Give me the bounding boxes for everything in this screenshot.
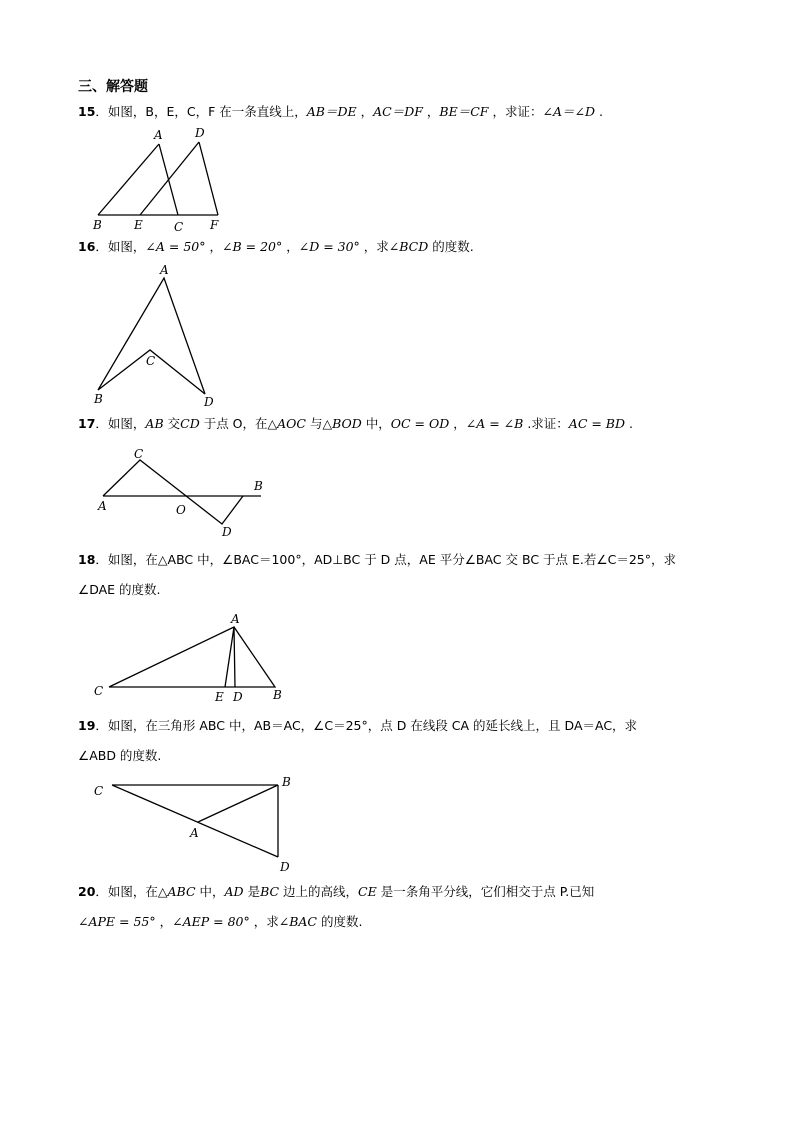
- segment-ab: [198, 785, 278, 822]
- question-text: ，求: [249, 914, 279, 929]
- question-text: 于点 O，在: [199, 416, 268, 431]
- math-expression: AD: [224, 884, 244, 899]
- figure-15: [88, 125, 238, 235]
- math-expression: ∠A＝∠D: [542, 104, 595, 119]
- question-text: 的度数.: [316, 914, 363, 929]
- math-expression: △ABC: [157, 884, 196, 899]
- point-label-o: O: [176, 503, 186, 517]
- point-label-d: D: [195, 126, 205, 140]
- question-19-line2: [78, 747, 161, 765]
- punctuation: ，: [282, 239, 299, 254]
- math-expression: BE＝CF: [439, 104, 489, 119]
- section-title: 三、解答题: [78, 79, 148, 95]
- point-label-b: B: [273, 688, 282, 702]
- question-text: ．如图，在△ABC 中，∠BAC＝100°，AD⊥BC 于 D 点，AE 平分∠BAC 交 BC 于点 E.若∠C＝25°，求: [95, 552, 676, 567]
- question-text: ，求: [359, 239, 389, 254]
- question-text: 的度数.: [428, 239, 474, 254]
- point-label-b: B: [254, 479, 263, 493]
- math-expression: AC＝DF: [373, 104, 423, 119]
- math-expression: ∠BCD: [388, 239, 429, 254]
- question-18-line2: [78, 581, 161, 599]
- question-20-line2: [78, 913, 362, 931]
- question-text: ．如图，在三角形 ABC 中，AB＝AC，∠C＝25°，点 D 在线段 CA 的延长线上，且 DA＝AC，求: [95, 718, 638, 733]
- question-text: ．如图，: [95, 239, 146, 254]
- outer-sides: [98, 278, 205, 394]
- question-number: 16: [78, 239, 96, 254]
- point-label-c: C: [134, 447, 144, 461]
- segment-df: [199, 142, 218, 215]
- punctuation: ，: [449, 416, 466, 431]
- math-expression: AB＝DE: [306, 104, 357, 119]
- question-text: ．如图，在: [95, 884, 158, 899]
- math-expression: ∠AEP = 80°: [172, 914, 250, 929]
- math-expression: CE: [358, 884, 377, 899]
- segment-ab: [98, 144, 159, 215]
- segment-ae: [225, 627, 234, 687]
- question-number: 19: [78, 718, 96, 733]
- question-15: [78, 103, 603, 121]
- math-expression: OC = OD: [390, 416, 450, 431]
- triangle-abc: [109, 627, 275, 687]
- question-text: 中，: [195, 884, 225, 899]
- point-label-c: C: [94, 684, 104, 698]
- point-label-d: D: [204, 395, 214, 409]
- point-label-a: A: [154, 128, 163, 142]
- point-label-c: C: [146, 354, 156, 368]
- math-expression: ∠B = 20°: [221, 239, 283, 254]
- question-number: 18: [78, 552, 96, 567]
- point-label-a: A: [231, 612, 240, 626]
- question-text: ．如图，B，E，C，F 在一条直线上，: [95, 104, 307, 119]
- question-text: 是一条角平分线，它们相交于点 P.已知: [376, 884, 595, 899]
- question-text: 是: [243, 884, 261, 899]
- point-label-a: A: [190, 826, 199, 840]
- point-label-a: A: [98, 499, 107, 513]
- question-16: [78, 238, 474, 256]
- question-19: [78, 717, 637, 735]
- point-label-e: E: [215, 690, 224, 704]
- figure-18: [88, 610, 303, 705]
- punctuation: ，: [205, 239, 222, 254]
- question-number: 20: [78, 884, 96, 899]
- point-label-f: F: [210, 218, 219, 232]
- question-text: 交: [163, 416, 181, 431]
- math-expression: ∠A = 50°: [145, 239, 206, 254]
- math-expression: △AOC: [267, 416, 306, 431]
- question-text: 边上的高线，: [279, 884, 359, 899]
- math-expression: ∠A = ∠B: [465, 416, 524, 431]
- segment-ed: [140, 142, 199, 215]
- question-text: ∠ABD 的度数.: [78, 748, 162, 763]
- segment-ad: [234, 627, 235, 687]
- question-20: [78, 883, 594, 901]
- punctuation: ，: [155, 914, 173, 929]
- math-expression: △BOD: [322, 416, 362, 431]
- punctuation: ，: [422, 104, 440, 119]
- math-expression: AC = BD: [568, 416, 626, 431]
- question-text: 中，: [361, 416, 391, 431]
- segments-ac-cd-db: [103, 460, 243, 524]
- point-label-d: D: [233, 690, 243, 704]
- question-text: ．如图，: [95, 416, 146, 431]
- question-number: 17: [78, 416, 96, 431]
- question-text: .求证：: [523, 416, 569, 431]
- math-expression: BC: [260, 884, 280, 899]
- point-label-b: B: [94, 392, 103, 406]
- point-label-b: B: [93, 218, 102, 232]
- point-label-d: D: [280, 860, 290, 874]
- math-expression: ∠D = 30°: [298, 239, 360, 254]
- punctuation: .: [594, 104, 603, 119]
- point-label-d: D: [222, 525, 232, 539]
- point-label-c: C: [94, 784, 104, 798]
- math-expression: AB: [145, 416, 164, 431]
- figure-17: [88, 442, 273, 542]
- question-text: 与: [305, 416, 323, 431]
- question-18: [78, 551, 676, 569]
- question-17: [78, 415, 633, 433]
- point-label-c: C: [174, 220, 184, 234]
- point-label-e: E: [134, 218, 143, 232]
- math-expression: ∠APE = 55°: [78, 914, 156, 929]
- punctuation: .: [625, 416, 633, 431]
- question-text: ，求证：: [488, 104, 543, 119]
- math-expression: CD: [180, 416, 200, 431]
- punctuation: ，: [356, 104, 374, 119]
- figure-19: [88, 772, 303, 877]
- point-label-b: B: [282, 775, 291, 789]
- segment-cd: [112, 785, 278, 857]
- point-label-a: A: [160, 263, 169, 277]
- figure-16: [88, 262, 228, 412]
- question-number: 15: [78, 104, 96, 119]
- question-text: ∠DAE 的度数.: [78, 582, 161, 597]
- math-expression: ∠BAC: [278, 914, 317, 929]
